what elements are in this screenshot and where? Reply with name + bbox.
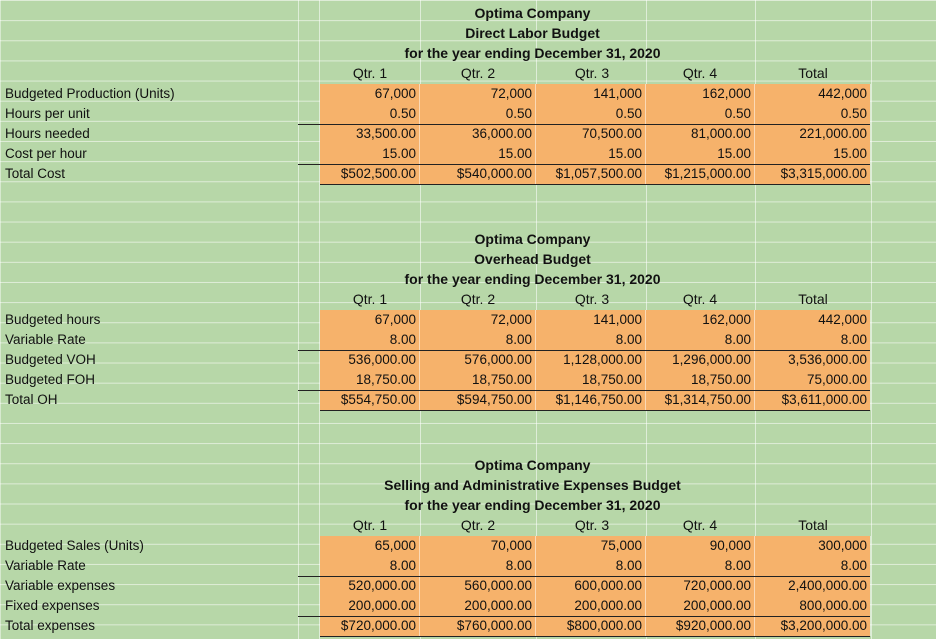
- value-cell[interactable]: $920,000.00: [646, 616, 755, 636]
- value-cell[interactable]: 442,000: [755, 310, 871, 330]
- value-cell[interactable]: $594,750.00: [420, 390, 536, 410]
- value-cell[interactable]: 8.00: [755, 556, 871, 576]
- value-cell[interactable]: $1,057,500.00: [536, 164, 646, 184]
- value-cell[interactable]: 8.00: [646, 330, 755, 350]
- row-border: [298, 124, 870, 125]
- row-border: [298, 616, 870, 617]
- row-label-cell[interactable]: Variable Rate: [5, 331, 86, 347]
- value-cell[interactable]: 8.00: [536, 330, 646, 350]
- column-header-cell[interactable]: Total: [798, 291, 828, 308]
- budget-section: [0, 3, 936, 184]
- value-cell[interactable]: 200,000.00: [320, 596, 420, 616]
- value-cell[interactable]: 8.00: [755, 330, 871, 350]
- value-cell[interactable]: 8.00: [320, 556, 420, 576]
- value-cell[interactable]: 15.00: [755, 144, 871, 164]
- value-cell[interactable]: 520,000.00: [320, 576, 420, 596]
- row-border: [298, 576, 870, 577]
- row-border: [298, 164, 870, 165]
- value-cell[interactable]: 70,000: [420, 536, 536, 556]
- value-cell[interactable]: 18,750.00: [646, 370, 755, 390]
- budget-title-cell[interactable]: Direct Labor Budget: [465, 25, 600, 42]
- budget-period-cell[interactable]: for the year ending December 31, 2020: [404, 497, 661, 514]
- column-header-cell[interactable]: Qtr. 2: [460, 291, 496, 308]
- value-cell[interactable]: 221,000.00: [755, 124, 871, 144]
- row-border: [320, 184, 870, 185]
- value-cell[interactable]: 72,000: [420, 310, 536, 330]
- row-label-cell[interactable]: Hours per unit: [5, 105, 90, 121]
- value-cell[interactable]: 600,000.00: [536, 576, 646, 596]
- value-cell[interactable]: 18,750.00: [420, 370, 536, 390]
- value-cell[interactable]: 200,000.00: [536, 596, 646, 616]
- row-border: [298, 350, 870, 351]
- company-name-cell[interactable]: Optima Company: [474, 231, 591, 247]
- value-cell[interactable]: 0.50: [420, 104, 536, 124]
- value-cell[interactable]: 560,000.00: [420, 576, 536, 596]
- value-cell[interactable]: 75,000: [536, 536, 646, 556]
- value-cell[interactable]: 81,000.00: [646, 124, 755, 144]
- value-cell[interactable]: 0.50: [320, 104, 420, 124]
- value-cell[interactable]: 15.00: [420, 144, 536, 164]
- column-header-cell[interactable]: Qtr. 1: [352, 517, 388, 534]
- value-cell[interactable]: 90,000: [646, 536, 755, 556]
- value-cell[interactable]: 36,000.00: [420, 124, 536, 144]
- column-header-cell[interactable]: Qtr. 4: [682, 65, 718, 82]
- column-header-cell[interactable]: Qtr. 2: [460, 517, 496, 534]
- budget-section: [0, 229, 936, 410]
- column-header-cell[interactable]: Qtr. 2: [460, 65, 496, 82]
- value-cell[interactable]: 442,000: [755, 84, 871, 104]
- value-cell[interactable]: 67,000: [320, 84, 420, 104]
- value-cell[interactable]: $720,000.00: [320, 616, 420, 636]
- row-label-cell[interactable]: Total Cost: [5, 166, 66, 182]
- value-cell[interactable]: 1,296,000.00: [646, 350, 755, 370]
- value-cell[interactable]: 162,000: [646, 84, 755, 104]
- value-cell[interactable]: 8.00: [320, 330, 420, 350]
- budget-title-cell[interactable]: Overhead Budget: [474, 251, 591, 268]
- value-cell[interactable]: 162,000: [646, 310, 755, 330]
- value-cell[interactable]: $3,611,000.00: [755, 390, 871, 410]
- column-header-cell[interactable]: Total: [798, 65, 828, 82]
- column-header-cell[interactable]: Qtr. 3: [574, 65, 610, 82]
- value-cell[interactable]: 141,000: [536, 310, 646, 330]
- value-cell[interactable]: 200,000.00: [646, 596, 755, 616]
- row-label-cell[interactable]: Variable Rate: [5, 557, 86, 573]
- column-header-cell[interactable]: Qtr. 3: [574, 517, 610, 534]
- row-label-cell[interactable]: Variable expenses: [5, 577, 116, 593]
- value-cell[interactable]: $3,200,000.00: [755, 616, 871, 636]
- value-cell[interactable]: $502,500.00: [320, 164, 420, 184]
- value-cell[interactable]: $3,315,000.00: [755, 164, 871, 184]
- value-cell[interactable]: 70,500.00: [536, 124, 646, 144]
- value-cell[interactable]: 18,750.00: [536, 370, 646, 390]
- company-name-cell[interactable]: Optima Company: [474, 5, 591, 21]
- column-header-cell[interactable]: Qtr. 1: [352, 65, 388, 82]
- row-label-cell[interactable]: Fixed expenses: [5, 598, 100, 614]
- value-cell[interactable]: 67,000: [320, 310, 420, 330]
- value-cell[interactable]: $1,314,750.00: [646, 390, 755, 410]
- value-cell[interactable]: 1,128,000.00: [536, 350, 646, 370]
- value-cell[interactable]: 0.50: [755, 104, 871, 124]
- row-label-cell[interactable]: Cost per hour: [5, 146, 87, 162]
- value-cell[interactable]: $760,000.00: [420, 616, 536, 636]
- column-header-cell[interactable]: Qtr. 1: [352, 291, 388, 308]
- value-cell[interactable]: 15.00: [536, 144, 646, 164]
- value-cell[interactable]: 8.00: [420, 330, 536, 350]
- row-border: [320, 636, 870, 637]
- value-cell[interactable]: 0.50: [646, 104, 755, 124]
- row-label-cell[interactable]: Budgeted hours: [5, 311, 101, 327]
- value-cell[interactable]: 72,000: [420, 84, 536, 104]
- company-name-cell[interactable]: Optima Company: [474, 457, 591, 473]
- column-header-cell[interactable]: Qtr. 4: [682, 291, 718, 308]
- value-cell[interactable]: 65,000: [320, 536, 420, 556]
- value-cell[interactable]: $1,215,000.00: [646, 164, 755, 184]
- value-cell[interactable]: 2,400,000.00: [755, 576, 871, 596]
- value-cell[interactable]: 576,000.00: [420, 350, 536, 370]
- row-label-cell[interactable]: Hours needed: [5, 125, 90, 141]
- column-header-cell[interactable]: Qtr. 4: [682, 517, 718, 534]
- value-cell[interactable]: 33,500.00: [320, 124, 420, 144]
- value-cell[interactable]: 200,000.00: [420, 596, 536, 616]
- row-label-cell[interactable]: Total OH: [5, 392, 58, 408]
- row-label-cell[interactable]: Budgeted Production (Units): [5, 85, 175, 101]
- value-cell[interactable]: 720,000.00: [646, 576, 755, 596]
- row-label-cell[interactable]: Total expenses: [5, 618, 96, 634]
- value-cell[interactable]: 141,000: [536, 84, 646, 104]
- budget-period-cell[interactable]: for the year ending December 31, 2020: [404, 45, 661, 62]
- value-cell[interactable]: 300,000: [755, 536, 871, 556]
- value-cell[interactable]: 15.00: [646, 144, 755, 164]
- value-cell[interactable]: 0.50: [536, 104, 646, 124]
- column-header-cell[interactable]: Qtr. 3: [574, 291, 610, 308]
- value-cell[interactable]: $800,000.00: [536, 616, 646, 636]
- value-cell[interactable]: $554,750.00: [320, 390, 420, 410]
- budget-section: [0, 455, 936, 636]
- column-header-cell[interactable]: Total: [798, 517, 828, 534]
- value-cell[interactable]: 18,750.00: [320, 370, 420, 390]
- value-cell[interactable]: 75,000.00: [755, 370, 871, 390]
- value-cell[interactable]: 8.00: [646, 556, 755, 576]
- row-label-cell[interactable]: Budgeted VOH: [5, 351, 96, 367]
- value-cell[interactable]: $540,000.00: [420, 164, 536, 184]
- value-cell[interactable]: 15.00: [320, 144, 420, 164]
- value-cell[interactable]: 800,000.00: [755, 596, 871, 616]
- budget-period-cell[interactable]: for the year ending December 31, 2020: [404, 271, 661, 288]
- value-cell[interactable]: 8.00: [536, 556, 646, 576]
- value-cell[interactable]: 8.00: [420, 556, 536, 576]
- row-label-cell[interactable]: Budgeted FOH: [5, 372, 96, 388]
- value-cell[interactable]: 536,000.00: [320, 350, 420, 370]
- value-cell[interactable]: $1,146,750.00: [536, 390, 646, 410]
- budget-title-cell[interactable]: Selling and Administrative Expenses Budget: [384, 477, 681, 494]
- row-border: [320, 410, 870, 411]
- row-border: [298, 390, 870, 391]
- row-label-cell[interactable]: Budgeted Sales (Units): [5, 537, 144, 553]
- value-cell[interactable]: 3,536,000.00: [755, 350, 871, 370]
